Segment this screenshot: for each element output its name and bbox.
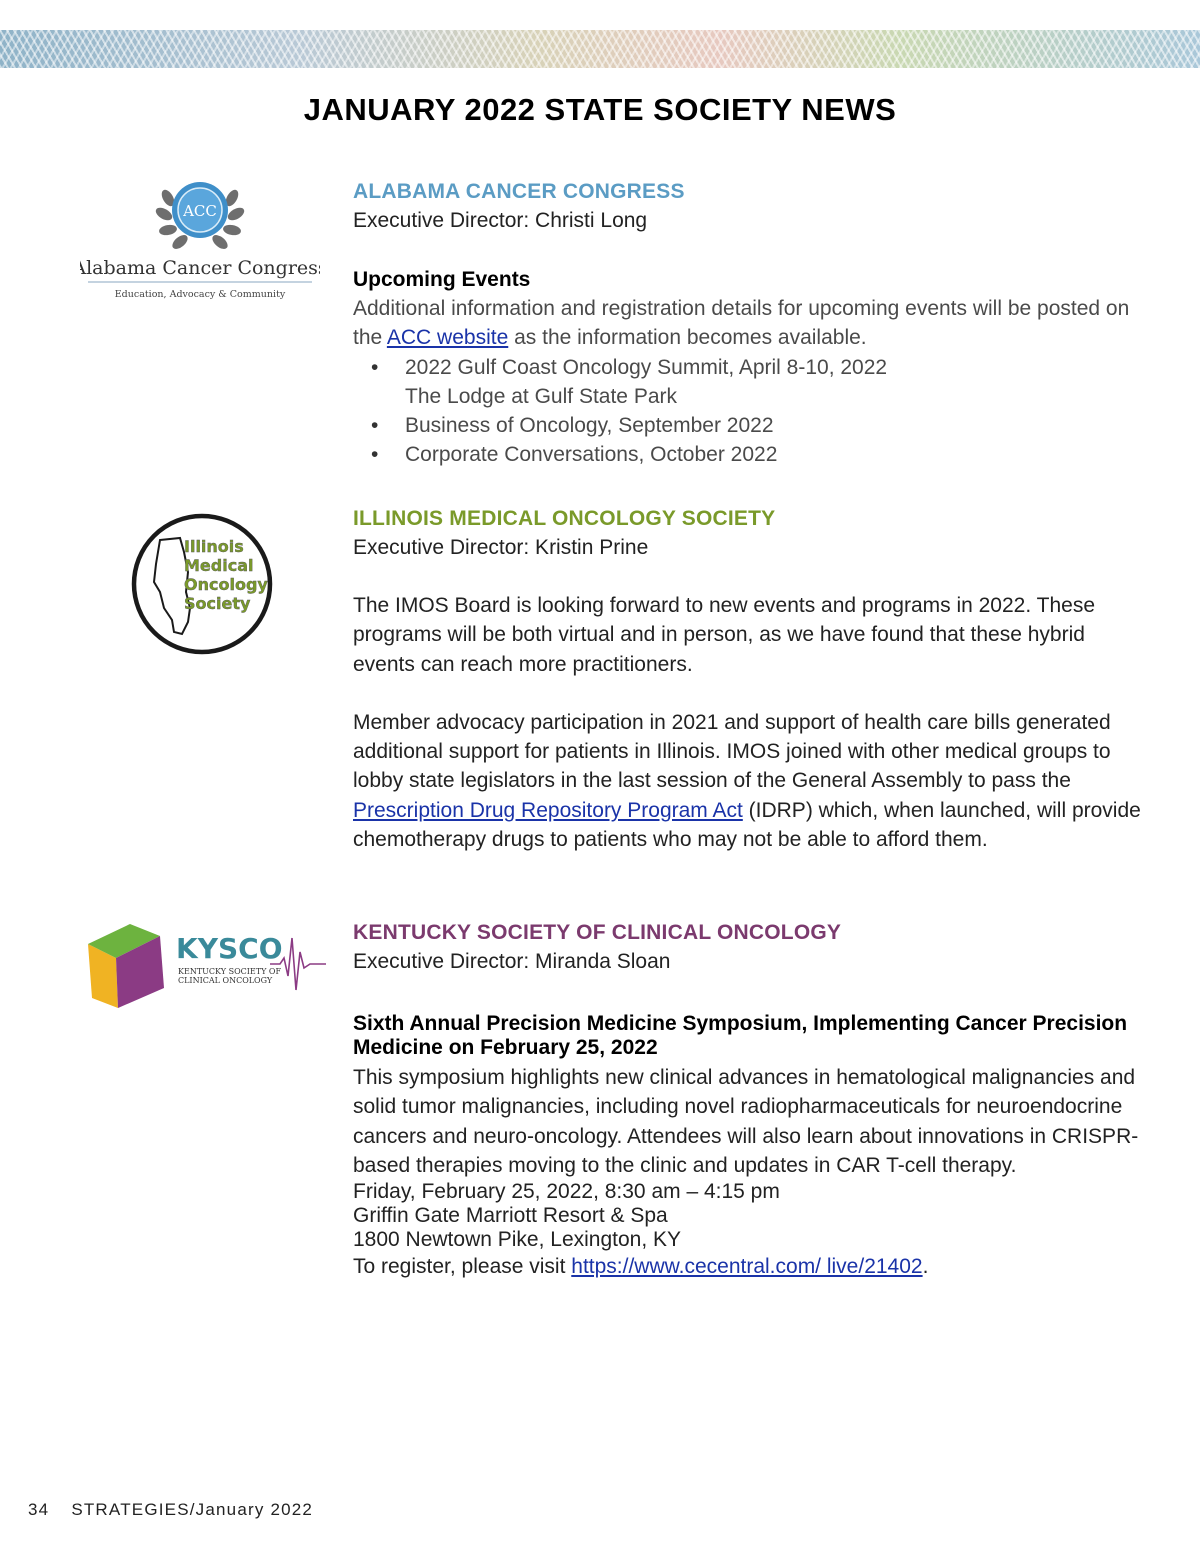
imos-logo-line-4: Society [184,594,251,613]
illinois-director: Executive Director: Kristin Prine [353,536,649,559]
publication-name: STRATEGIES/January 2022 [71,1500,314,1519]
kentucky-director: Executive Director: Miranda Sloan [353,950,671,973]
illinois-paragraph-1: The IMOS Board is looking forward to new events and programs in 2022. These programs will be both virtual and in person, as we have found that these hybrid events can reach more practitioners. [353,594,1096,676]
alabama-subheading: Upcoming Events [353,268,531,291]
kentucky-register-after: . [922,1255,929,1279]
alabama-intro-before: Additional information and registration details for upcoming events will be posted on the [353,297,1130,350]
alabama-intro [353,294,1143,353]
event-title: Business of Oncology, September 2022 [405,414,774,438]
kentucky-date: Friday, February 25, 2022, 8:30 am – 4:15 pm [353,1180,780,1204]
imos-logo-line-3: Oncology [184,575,268,594]
kentucky-paragraph: This symposium highlights new clinical advances in hematological malignancies and solid tumor malignancies, including novel radiopharmaceuticals for neuroendocrine cancers and neuro-oncology. Attendees will also learn about innovations in CRISPR-based therapies moving to the clinic and updates in CAR T-cell therapy. [353,1066,1139,1177]
kysco-logo-name: KYSCO [176,932,283,965]
acc-logo-tagline: Education, Advocacy & Community [114,289,286,300]
illinois-para2-before: Member advocacy participation in 2021 and support of health care bills generated additional support for patients in Illinois. IMOS joined with other medical groups to lobby state legislators in the last session of the General Assembly to pass the [353,710,1111,793]
kentucky-section [353,919,1143,1281]
imos-logo [130,512,275,657]
kysco-logo [84,918,329,1010]
kentucky-org-name: KENTUCKY SOCIETY OF CLINICAL ONCOLOGY [353,921,842,944]
kentucky-register [353,1252,1143,1281]
list-item: • 2022 Gulf Coast Oncology Summit, April 8-10, 2022 The Lodge at Gulf State Park [405,353,1143,412]
kysco-logo-tagline-2: CLINICAL ONCOLOGY [178,976,273,985]
alabama-org-name: ALABAMA CANCER CONGRESS [353,180,685,203]
acc-logo-name: Alabama Cancer Congress [80,257,320,279]
imos-logo-line-2: Medical [184,556,254,575]
acc-website-link[interactable]: ACC website [386,326,509,350]
acc-logo-graphic [80,176,320,300]
event-venue: The Lodge at Gulf State Park [405,384,677,408]
kysco-logo-graphic [84,918,329,1010]
alabama-director: Executive Director: Christi Long [353,209,648,232]
prescription-drug-act-link[interactable]: Prescription Drug Repository Program Act [353,798,743,822]
kentucky-address: 1800 Newtown Pike, Lexington, KY [353,1228,682,1252]
kentucky-subheading: Sixth Annual Precision Medicine Symposium, Implementing Cancer Precision Medicine on February 25, 2022 [353,1012,1128,1059]
page-footer [28,1500,313,1520]
page-title: JANUARY 2022 STATE SOCIETY NEWS [303,92,897,127]
event-title: 2022 Gulf Coast Oncology Summit, April 8-10, 2022 [405,355,888,379]
acc-logo [80,176,320,300]
event-title: Corporate Conversations, October 2022 [405,443,778,467]
acc-badge-text: ACC [183,202,217,220]
cecentral-registration-link[interactable]: https://www.cecentral.com/ live/21402 [571,1255,923,1279]
alabama-intro-after: as the information becomes available. [508,326,867,350]
illinois-para2-after: (IDRP) which, when launched, will provide chemotherapy drugs to patients who may not be able to afford them. [353,798,1141,852]
list-item: • Business of Oncology, September 2022 [405,411,1143,440]
alabama-events-list [353,353,1143,470]
alabama-section [353,178,1143,470]
kentucky-register-before: To register, please visit [353,1255,572,1279]
page-number: 34 [28,1500,50,1519]
imos-logo-graphic [130,512,275,657]
illinois-paragraph-2 [353,708,1143,854]
illinois-org-name: ILLINOIS MEDICAL ONCOLOGY SOCIETY [353,507,776,530]
imos-logo-line-1: Illinois [184,537,244,556]
kysco-logo-tagline-1: KENTUCKY SOCIETY OF [178,967,282,976]
list-item: • Corporate Conversations, October 2022 [405,440,1143,469]
kentucky-venue: Griffin Gate Marriott Resort & Spa [353,1204,668,1228]
illinois-section [353,505,1143,854]
decorative-banner [0,30,1200,68]
